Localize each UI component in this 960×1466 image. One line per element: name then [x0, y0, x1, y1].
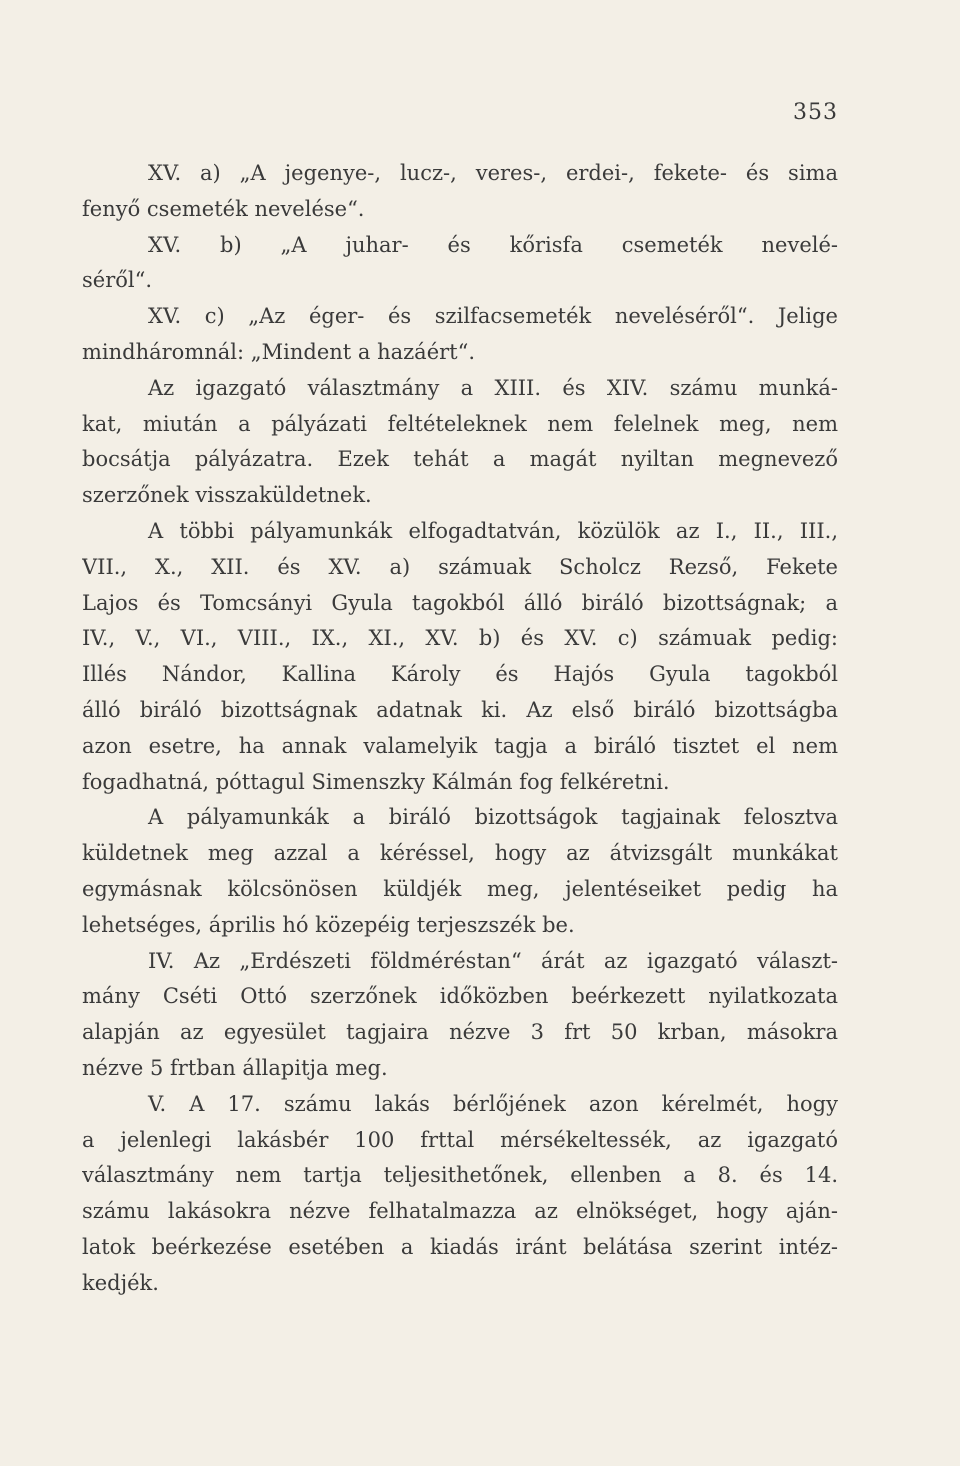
text-line: a jelenlegi lakásbér 100 frttal mérsékeltessék, az igazgató	[82, 1127, 838, 1152]
text-line: bocsátja pályázatra. Ezek tehát a magát nyiltan megnevező	[82, 447, 838, 472]
text-line: szerzőnek visszaküldetnek.	[82, 483, 372, 508]
page-number: 353	[793, 100, 838, 125]
text-line: Illés Nándor, Kallina Károly és Hajós Gyula tagokból	[82, 662, 838, 687]
text-line: A többi pályamunkák elfogadtatván, közülök az I., II., III.,	[148, 518, 838, 543]
text-line: egymásnak kölcsönösen küldjék meg, jelentéseiket pedig ha	[82, 876, 838, 901]
text-line: A pályamunkák a biráló bizottságok tagjainak felosztva	[148, 805, 838, 830]
text-line: kat, miután a pályázati feltételeknek nem felelnek meg, nem	[82, 411, 838, 436]
text-line: XV. b) „A juhar- és kőrisfa csemeték nevelé-	[148, 232, 838, 257]
text-line: fenyő csemeték nevelése“.	[82, 196, 365, 221]
text-line: XV. a) „A jegenye-, lucz-, veres-, erdei-, fekete- és sima	[148, 161, 838, 185]
text-line: XV. c) „Az éger- és szilfacsemeték neveléséről“. Jelige	[148, 304, 838, 329]
text-line: azon esetre, ha annak valamelyik tagja a biráló tisztet el nem	[82, 733, 838, 758]
text-line: mindháromnál: „Mindent a hazáért“.	[82, 339, 476, 364]
text-line: nézve 5 frtban állapitja meg.	[82, 1055, 388, 1080]
text-line: séről“.	[82, 268, 153, 293]
text-line: mány Cséti Ottó szerzőnek időközben beérkezett nyilatkozata	[82, 984, 838, 1009]
text-line: IV. Az „Erdészeti földméréstan“ árát az igazgató választ-	[148, 948, 838, 973]
text-line: álló biráló bizottságnak adatnak ki. Az első biráló bizottságba	[82, 697, 838, 722]
text-line: IV., V., VI., VIII., IX., XI., XV. b) és XV. c) számuak pedig:	[82, 626, 838, 651]
text-line: V. A 17. számu lakás bérlőjének azon kérelmét, hogy	[148, 1091, 838, 1116]
text-line: lehetséges, április hó közepéig terjeszszék be.	[82, 912, 575, 937]
text-line: alapján az egyesület tagjaira nézve 3 frt 50 krban, másokra	[82, 1020, 838, 1045]
text-line: VII., X., XII. és XV. a) számuak Scholcz Rezső, Fekete	[82, 554, 838, 579]
text-line: számu lakásokra nézve felhatalmazza az elnökséget, hogy aján-	[82, 1199, 838, 1224]
text-line: latok beérkezése esetében a kiadás iránt belátása szerint intéz-	[82, 1234, 838, 1259]
body-text	[82, 156, 838, 1302]
text-line: fogadhatná, póttagul Simenszky Kálmán fog felkéretni.	[82, 769, 670, 794]
text-line: választmány nem tartja teljesithetőnek, ellenben a 8. és 14.	[82, 1163, 838, 1188]
text-line: Az igazgató választmány a XIII. és XIV. számu munká-	[148, 375, 838, 400]
text-line: kedjék.	[82, 1270, 159, 1295]
text-line: Lajos és Tomcsányi Gyula tagokból álló biráló bizottságnak; a	[82, 590, 838, 615]
text-line: küldetnek meg azzal a kéréssel, hogy az átvizsgált munkákat	[82, 841, 838, 866]
